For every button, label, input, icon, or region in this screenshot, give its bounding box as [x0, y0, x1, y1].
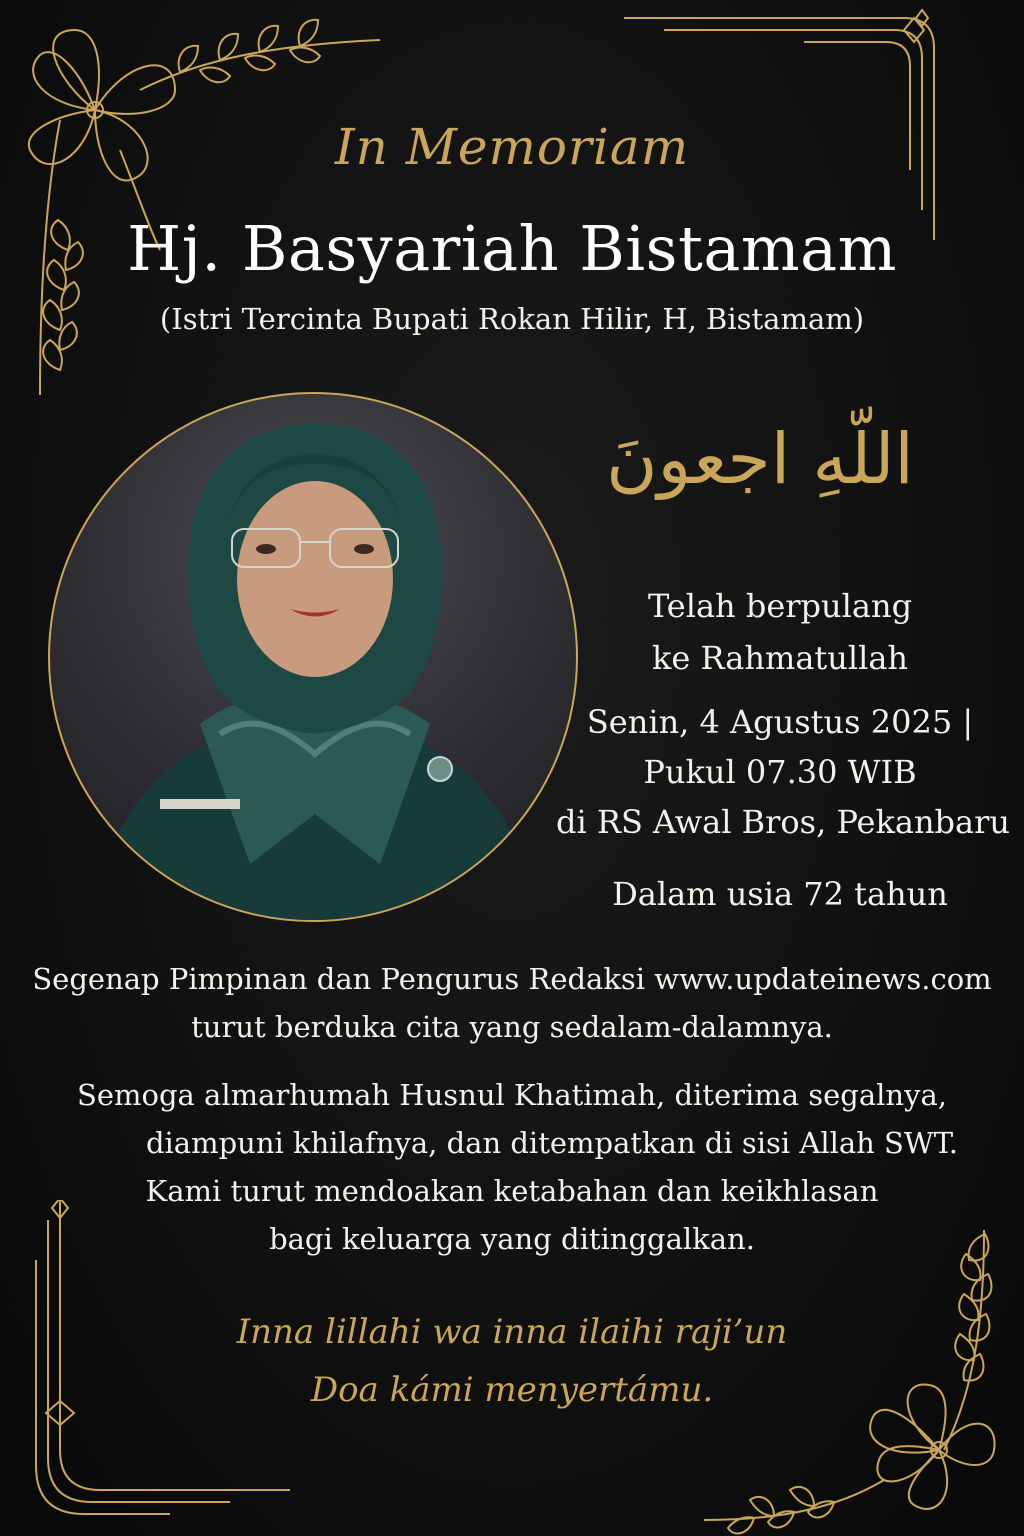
- closing-line-2: Doa kámi menyertámu.: [310, 1370, 714, 1410]
- deceased-name: Hj. Basyariah Bistamam: [127, 212, 897, 285]
- portrait-illustration: [50, 394, 578, 922]
- heading-in-memoriam: In Memoriam: [334, 118, 690, 176]
- passed-away-line-2: ke Rahmatullah: [651, 639, 909, 677]
- time-of-death: Pukul 07.30 WIB: [643, 753, 917, 791]
- arabic-calligraphy: اللّهِ اجعونَ: [606, 418, 914, 500]
- prayer-line-2: diampuni khilafnya, dan ditempatkan di sisi Allah SWT.: [145, 1126, 959, 1160]
- closing-line-1: Inna lillahi wa inna ilaihi raji’un: [236, 1312, 788, 1352]
- passed-away-line-1: Telah berpulang: [647, 587, 913, 625]
- prayer-line-3: Kami turut mendoakan ketabahan dan keikhlasan: [145, 1174, 879, 1208]
- age-at-death: Dalam usia 72 tahun: [612, 875, 948, 913]
- deceased-subtitle: (Istri Tercinta Bupati Rokan Hilir, H, Bistamam): [159, 302, 865, 336]
- prayer-line-1: Semoga almarhumah Husnul Khatimah, diterima segalnya,: [76, 1078, 947, 1112]
- condolence-line-1: Segenap Pimpinan dan Pengurus Redaksi www.updateinews.com: [32, 962, 992, 996]
- portrait-photo: [48, 392, 578, 922]
- date-of-death: Senin, 4 Agustus 2025 |: [586, 703, 974, 741]
- condolence-line-2: turut berduka cita yang sedalam-dalamnya.: [191, 1010, 833, 1044]
- floral-corner-top-left-icon: [0, 0, 400, 400]
- prayer-line-4: bagi keluarga yang ditinggalkan.: [269, 1222, 755, 1256]
- place-of-death: di RS Awal Bros, Pekanbaru: [555, 803, 1011, 841]
